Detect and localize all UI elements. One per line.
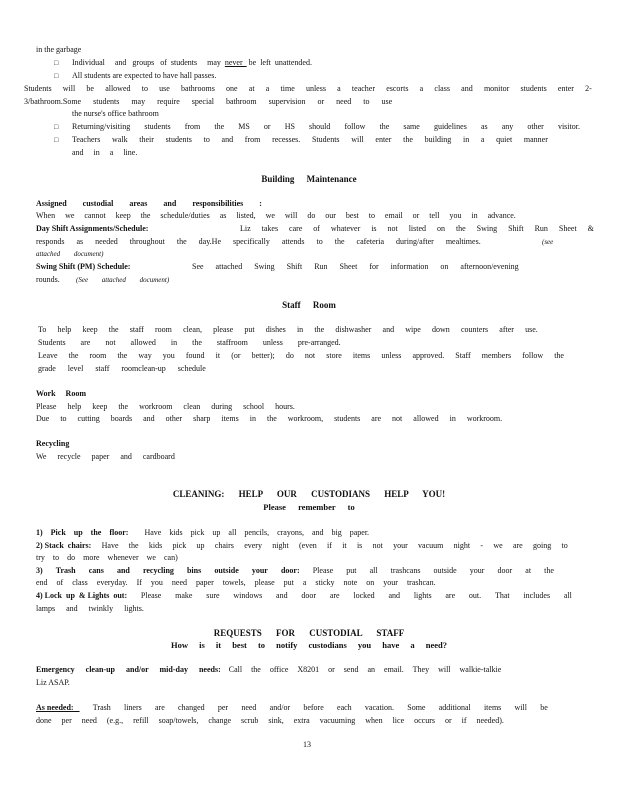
recycling-heading: Recycling bbox=[36, 439, 70, 448]
cleaning-item-1: 1) Pick up the floor: Have kids pick up all pencils, crayons, and big paper. bbox=[36, 528, 370, 537]
swing-shift-see: (See attached document) bbox=[76, 276, 170, 284]
requests-subheading: How is it best to notify custodians you have a need? bbox=[170, 640, 448, 650]
staff-room-line-1: To help keep the staff room clean, please put dishes in the dishwasher and wipe down counters after use. bbox=[38, 325, 538, 334]
garbage-line: in the garbage bbox=[36, 45, 82, 54]
square-bullet-icon: □ bbox=[54, 136, 59, 144]
as-needed-line: As needed: Trash liners are changed per need and/or before each vacation. Some additional items will be bbox=[36, 703, 548, 712]
rule-visitors: Returning/visiting students from the MS or HS should follow the same guidelines as any other visitor. bbox=[72, 122, 580, 131]
cleaning-subheading: Please remember to bbox=[263, 502, 355, 512]
assigned-areas-heading: Assigned custodial areas and responsibilities : bbox=[36, 199, 262, 208]
rule-hall-passes: All students are expected to have hall passes. bbox=[72, 71, 217, 80]
day-shift-label: Day Shift Assignments/Schedule: bbox=[36, 224, 149, 233]
building-maintenance-heading: Building Maintenance bbox=[261, 174, 357, 184]
cleaning-heading: CLEANING: HELP OUR CUSTODIANS HELP YOU! bbox=[172, 489, 446, 499]
rule-unattended: Individual and groups of students may never be left unattended. bbox=[72, 58, 312, 67]
rule-bathroom-2: 3/bathroom.Some students may require special bathroom supervision or need to use bbox=[24, 97, 393, 106]
cleaning-item-4: 4) Lock up & Lights out: Please make sure windows and door are locked and lights are out. That includes all bbox=[36, 591, 572, 600]
assigned-areas-text: When we cannot keep the schedule/duties as listed, we will do our best to email or tell you in advance. bbox=[36, 211, 516, 220]
swing-shift-text: See attached Swing Shift Run Sheet for information on afternoon/evening bbox=[192, 262, 519, 271]
day-shift-text: Liz takes care of whatever is not listed on the Swing Shift Run Sheet & bbox=[240, 224, 594, 233]
as-needed-line-2: done per need (e.g., refill soap/towels, change scrub sink, extra vacuuming when lice occurs or if needed). bbox=[36, 716, 504, 725]
recycling-line: We recycle paper and cardboard bbox=[36, 452, 175, 461]
work-room-line-1: Please help keep the workroom clean during school hours. bbox=[36, 402, 295, 411]
staff-room-heading: Staff Room bbox=[282, 300, 336, 310]
rule-recesses-2: and in a line. bbox=[72, 148, 138, 157]
day-shift-see-1: (see bbox=[542, 238, 554, 246]
cleaning-item-4b: lamps and twinkly lights. bbox=[36, 604, 144, 613]
requests-heading: REQUESTS FOR CUSTODIAL STAFF bbox=[213, 628, 405, 638]
cleaning-item-2b: try to do more whenever we can) bbox=[36, 553, 178, 562]
day-shift-see-2: attached document) bbox=[36, 250, 104, 258]
cleaning-item-2: 2) Stack chairs: Have the kids pick up chairs every night (even if it is not your vacuum night - we are going to bbox=[36, 541, 568, 550]
cleaning-item-3: 3) Trash cans and recycling bins outside your door: Please put all trashcans outside your door at the bbox=[36, 566, 554, 575]
cleaning-item-3b: end of class everyday. If you need paper towels, please put a sticky note on your trashcan. bbox=[36, 578, 436, 587]
staff-room-line-2: Students are not allowed in the staffroom unless pre-arranged. bbox=[38, 338, 341, 347]
staff-room-line-4: grade level staff roomclean-up schedule bbox=[38, 364, 206, 373]
work-room-line-2: Due to cutting boards and other sharp items in the workroom, students are not allowed in workroom. bbox=[36, 414, 503, 423]
work-room-heading: Work Room bbox=[36, 389, 86, 398]
emergency-label: Emergency clean-up and/or mid-day needs: Call the office X8201 or send an email. They will walkie-talkie bbox=[36, 665, 502, 674]
square-bullet-icon: □ bbox=[54, 59, 59, 67]
day-shift-text-2: responds as needed throughout the day.He specifically attends to the cafeteria during/after mealtimes. bbox=[36, 237, 481, 246]
page-number: 13 bbox=[303, 740, 311, 749]
swing-shift-text-2: rounds. bbox=[36, 275, 60, 284]
swing-shift-label: Swing Shift (PM) Schedule: bbox=[36, 262, 131, 271]
square-bullet-icon: □ bbox=[54, 72, 59, 80]
emergency-text-2: Liz ASAP. bbox=[36, 678, 70, 687]
rule-bathroom-1: Students will be allowed to use bathrooms one at a time unless a teacher escorts a class and monitor students enter 2- bbox=[24, 84, 592, 93]
square-bullet-icon: □ bbox=[54, 123, 59, 131]
rule-bathroom-3: the nurse's office bathroom bbox=[72, 109, 159, 118]
staff-room-line-3: Leave the room the way you found it (or better); do not store items unless approved. Staff members follow the bbox=[38, 351, 564, 360]
rule-recesses: Teachers walk their students to and from recesses. Students will enter the building in a quiet manner bbox=[72, 135, 548, 144]
